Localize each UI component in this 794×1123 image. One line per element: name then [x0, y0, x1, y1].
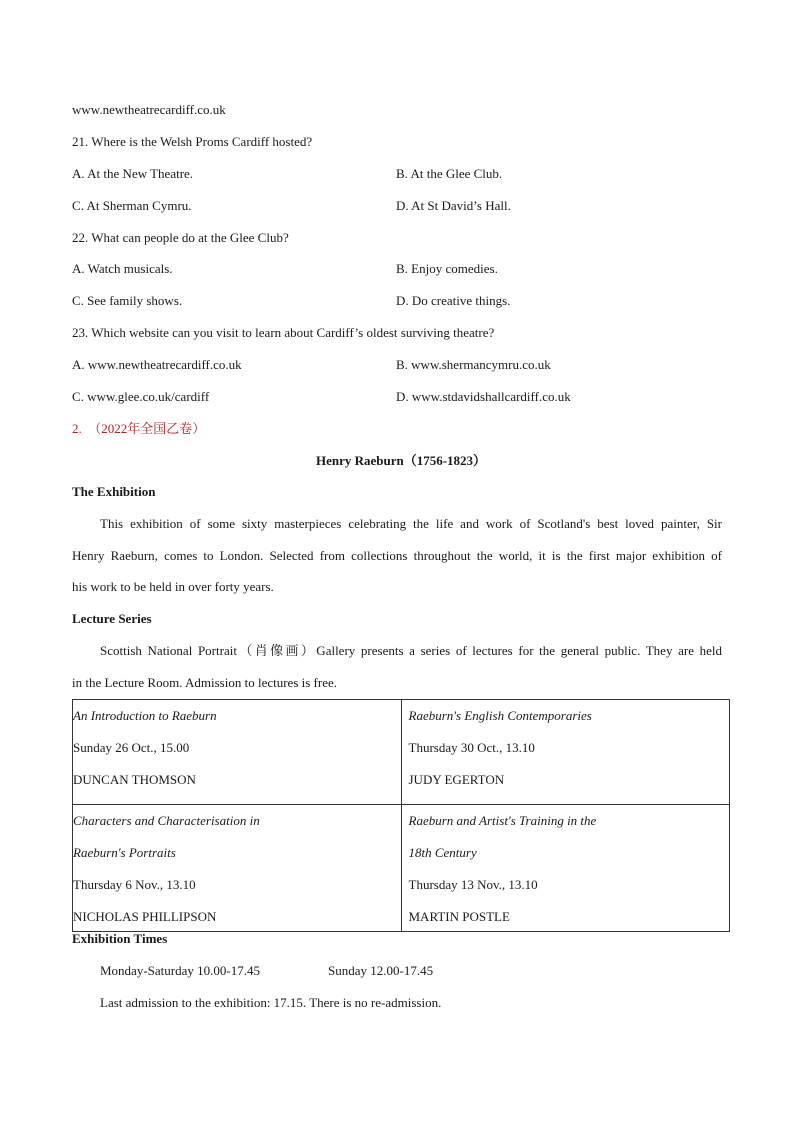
lecture-time: Thursday 30 Oct., 13.10	[408, 740, 535, 755]
lecture-series-line-2: in the Lecture Room. Admission to lectures is free.	[72, 675, 337, 690]
lecture-cell	[73, 700, 402, 805]
lecture-series-heading: Lecture Series	[72, 611, 152, 626]
lecture-cell	[401, 805, 730, 932]
exhibition-line-3: his work to be held in over forty years.	[72, 579, 274, 594]
lecture-speaker: DUNCAN THOMSON	[73, 772, 196, 787]
question-22-option-c: C. See family shows.	[72, 293, 183, 308]
question-23-option-a: A. www.newtheatrecardiff.co.uk	[72, 357, 242, 372]
lecture-table	[72, 699, 730, 932]
passage-title: Henry Raeburn（1756-1823）	[315, 453, 487, 468]
question-22-option-d: D. Do creative things.	[396, 293, 511, 308]
exhibition-times-heading: Exhibition Times	[72, 931, 168, 946]
lecture-time: Thursday 6 Nov., 13.10	[73, 877, 196, 892]
lecture-title-cont: 18th Century	[408, 845, 477, 860]
lecture-speaker: NICHOLAS PHILLIPSON	[73, 909, 217, 924]
lecture-speaker: MARTIN POSTLE	[408, 909, 510, 924]
question-21-option-a: A. At the New Theatre.	[72, 166, 194, 181]
lecture-title: An Introduction to Raeburn	[73, 708, 217, 723]
top-url: www.newtheatrecardiff.co.uk	[72, 102, 226, 117]
question-21-option-b: B. At the Glee Club.	[396, 166, 503, 181]
question-22-stem: 22. What can people do at the Glee Club?	[72, 230, 289, 245]
question-23-option-b: B. www.shermancymru.co.uk	[396, 357, 551, 372]
table-row	[73, 700, 730, 805]
lecture-title-cont: Raeburn's Portraits	[73, 845, 176, 860]
exhibition-times-sunday: Sunday 12.00-17.45	[328, 963, 434, 978]
question-22-option-b: B. Enjoy comedies.	[396, 261, 498, 276]
question-21-option-c: C. At Sherman Cymru.	[72, 198, 192, 213]
lecture-title: Raeburn and Artist's Training in the	[408, 813, 597, 828]
lecture-series-line-1: Scottish National Portrait（肖像画）Gallery presents a series of lectures for the general public. They are held	[100, 643, 722, 658]
question-22-option-a: A. Watch musicals.	[72, 261, 173, 276]
lecture-time: Sunday 26 Oct., 15.00	[73, 740, 190, 755]
exhibition-times-weekday: Monday-Saturday 10.00-17.45	[100, 963, 260, 978]
question-23-option-d: D. www.stdavidshallcardiff.co.uk	[396, 389, 571, 404]
question-21-stem: 21. Where is the Welsh Proms Cardiff hosted?	[72, 134, 313, 149]
lecture-time: Thursday 13 Nov., 13.10	[408, 877, 538, 892]
section-label: 2. （2022年全国乙卷）	[72, 421, 206, 436]
lecture-cell	[73, 805, 402, 932]
last-admission: Last admission to the exhibition: 17.15. There is no re-admission.	[100, 995, 442, 1010]
lecture-cell	[401, 700, 730, 805]
question-23-stem: 23. Which website can you visit to learn about Cardiff’s oldest surviving theatre?	[72, 325, 495, 340]
question-23-option-c: C. www.glee.co.uk/cardiff	[72, 389, 210, 404]
lecture-speaker: JUDY EGERTON	[408, 772, 505, 787]
question-21-option-d: D. At St David’s Hall.	[396, 198, 511, 213]
exhibition-line-2: Henry Raeburn, comes to London. Selected from collections throughout the world, it is the first major exhibition of	[72, 548, 722, 563]
lecture-title: Characters and Characterisation in	[73, 813, 260, 828]
lecture-title: Raeburn's English Contemporaries	[408, 708, 592, 723]
exhibition-line-1: This exhibition of some sixty masterpieces celebrating the life and work of Scotland's best loved painter, Sir	[100, 516, 722, 531]
exhibition-heading: The Exhibition	[72, 484, 156, 499]
table-row	[73, 805, 730, 932]
